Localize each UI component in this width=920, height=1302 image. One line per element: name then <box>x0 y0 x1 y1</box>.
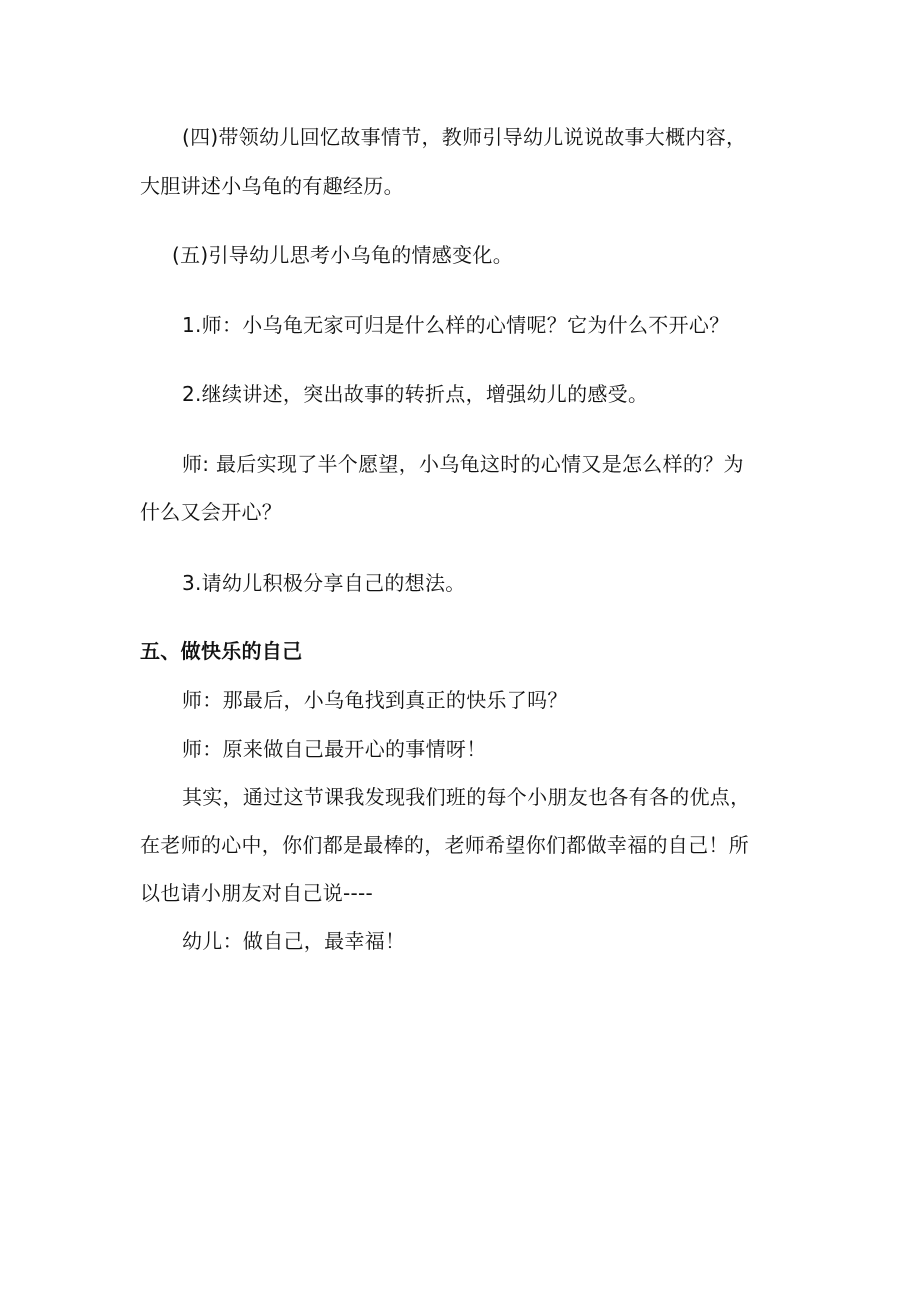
closing-paragraph-line-3: 以也请小朋友对自己说---- <box>140 881 374 905</box>
teacher-question-line-1: 师: 最后实现了半个愿望，小乌龟这时的心情又是怎么样的？为 <box>182 452 744 476</box>
teacher-line-1: 师：那最后，小乌龟找到真正的快乐了吗？ <box>182 688 568 712</box>
closing-paragraph-line-1: 其实，通过这节课我发现我们班的每个小朋友也各有各的优点， <box>182 785 751 809</box>
item-1: 1.师：小乌龟无家可归是什么样的心情呢？它为什么不开心？ <box>182 313 730 337</box>
teacher-question-line-2: 什么又会开心？ <box>140 500 283 524</box>
children-response-line: 幼儿：做自己，最幸福！ <box>182 929 406 953</box>
closing-paragraph-line-2: 在老师的心中，你们都是最棒的，老师希望你们都做幸福的自己！所 <box>140 833 749 857</box>
item-3: 3.请幼儿积极分享自己的想法。 <box>182 571 466 595</box>
item-2: 2.继续讲述，突出故事的转折点，增强幼儿的感受。 <box>182 382 649 406</box>
section-four-line-1: (四)带领幼儿回忆故事情节，教师引导幼儿说说故事大概内容， <box>182 125 747 149</box>
section-four-line-2: 大胆讲述小乌龟的有趣经历。 <box>140 174 404 198</box>
section-five-step: (五)引导幼儿思考小乌龟的情感变化。 <box>172 243 514 267</box>
section-heading-five: 五、做快乐的自己 <box>140 639 303 663</box>
teacher-line-2: 师：原来做自己最开心的事情呀！ <box>182 737 487 761</box>
